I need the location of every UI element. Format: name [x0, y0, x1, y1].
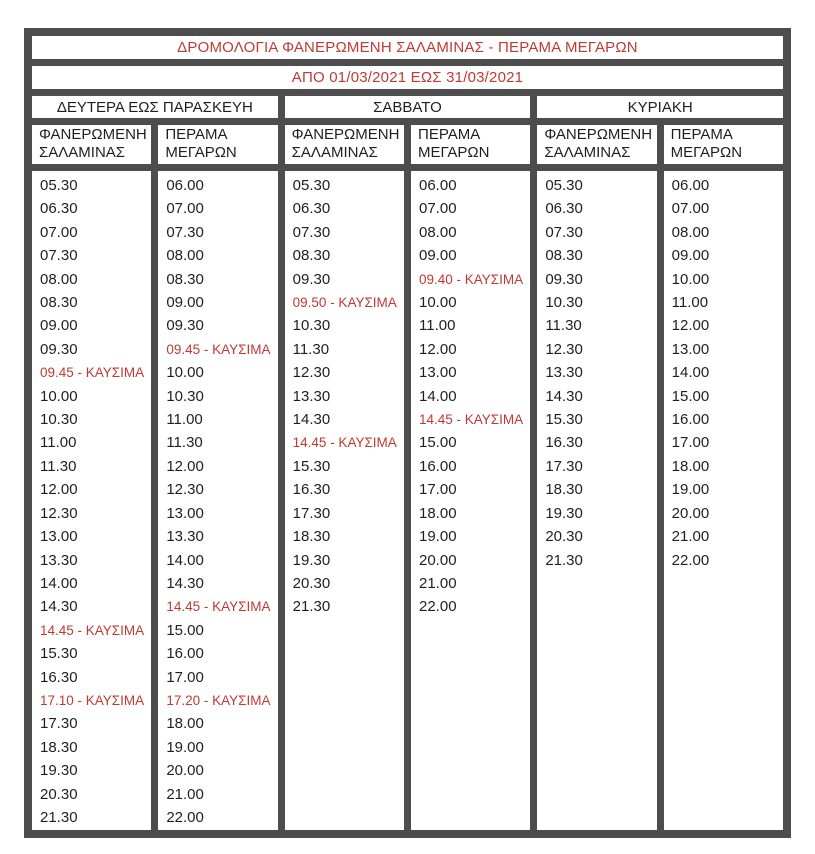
- time-entry: 13.30: [292, 387, 331, 405]
- time-entry: 19.00: [671, 481, 710, 499]
- time-entry: 07.00: [166, 200, 204, 218]
- saturday-perama-header: ΠΕΡΑΜΑ ΜΕΓΑΡΩΝ: [411, 125, 530, 164]
- time-entry: 12.00: [166, 457, 204, 475]
- time-entry: 15.00: [166, 621, 204, 639]
- fuel-time-entry: 09.45 - ΚΑΥΣΙΜΑ: [166, 341, 271, 357]
- time-entry: 09.30: [40, 340, 78, 358]
- time-entry: 12.30: [166, 481, 204, 499]
- time-entry: 13.30: [545, 364, 583, 382]
- time-entry: 17.30: [292, 504, 331, 522]
- fuel-time-entry: 09.45 - ΚΑΥΣΙΜΑ: [40, 365, 145, 381]
- time-entry: 19.00: [166, 738, 204, 756]
- time-entry: 18.00: [419, 504, 457, 522]
- time-entry: 08.00: [40, 270, 78, 288]
- time-entry: 10.00: [419, 294, 457, 312]
- time-entry: 11.30: [292, 340, 330, 358]
- time-entry: 10.00: [166, 364, 204, 382]
- time-entry: 22.00: [419, 598, 457, 616]
- time-entry: 07.00: [671, 200, 710, 218]
- time-entry: 17.30: [40, 715, 78, 733]
- time-entry: 09.00: [166, 294, 204, 312]
- time-entry: 14.00: [40, 574, 78, 592]
- fuel-time-entry: 17.10 - ΚΑΥΣΙΜΑ: [40, 692, 145, 708]
- time-entry: 08.30: [545, 247, 583, 265]
- time-entry: 14.30: [545, 387, 583, 405]
- time-entry: 07.30: [292, 223, 331, 241]
- time-entry: 21.00: [671, 528, 710, 546]
- saturday-perama-times: [411, 171, 530, 830]
- time-entry: 08.00: [671, 223, 710, 241]
- time-entry: 12.30: [40, 504, 78, 522]
- time-entry: 12.00: [40, 481, 78, 499]
- time-entry: 11.30: [166, 434, 203, 452]
- time-entry: 06.30: [40, 200, 78, 218]
- fuel-time-entry: 14.45 - ΚΑΥΣΙΜΑ: [166, 599, 271, 615]
- fuel-time-entry: 09.40 - ΚΑΥΣΙΜΑ: [419, 271, 524, 287]
- time-entry: 13.30: [166, 528, 204, 546]
- time-entry: 22.00: [166, 808, 204, 826]
- time-entry: 14.30: [292, 411, 331, 429]
- time-entry: 06.30: [545, 200, 583, 218]
- time-entry: 15.00: [419, 434, 457, 452]
- time-entry: 05.30: [545, 177, 583, 194]
- fuel-time-entry: 14.45 - ΚΑΥΣΙΜΑ: [419, 412, 524, 428]
- time-entry: 07.00: [40, 223, 78, 241]
- date-range: ΑΠΟ 01/03/2021 ΕΩΣ 31/03/2021: [32, 66, 783, 89]
- time-entry: 15.30: [292, 457, 331, 475]
- weekdays-perama-times: [158, 171, 277, 830]
- time-entry: 11.00: [419, 317, 456, 335]
- time-entry: 16.00: [419, 457, 457, 475]
- time-entry: 12.00: [419, 340, 457, 358]
- time-entry: 10.00: [40, 387, 78, 405]
- time-entry: 13.00: [166, 504, 204, 522]
- day-header-weekdays: ΔΕΥΤΕΡΑ ΕΩΣ ΠΑΡΑΣΚΕΥΗ: [32, 96, 278, 118]
- time-entry: 17.00: [166, 668, 204, 686]
- time-entry: 07.00: [419, 200, 457, 218]
- time-entry: 06.00: [671, 177, 710, 194]
- time-entry: 18.30: [292, 528, 331, 546]
- weekdays-faneromeni-header: ΦΑΝΕΡΩΜΕΝΗ ΣΑΛΑΜΙΝΑΣ: [32, 125, 151, 164]
- fuel-time-entry: 17.20 - ΚΑΥΣΙΜΑ: [166, 692, 271, 708]
- time-entry: 20.30: [40, 785, 78, 803]
- time-entry: 19.00: [419, 528, 457, 546]
- time-entry: 17.00: [671, 434, 710, 452]
- time-entry: 14.30: [166, 574, 204, 592]
- sunday-perama-times: [664, 171, 783, 830]
- time-entry: 14.00: [166, 551, 204, 569]
- time-entry: 06.30: [292, 200, 331, 218]
- sunday-perama-header: ΠΕΡΑΜΑ ΜΕΓΑΡΩΝ: [664, 125, 783, 164]
- time-entry: 18.00: [671, 457, 710, 475]
- time-entry: 08.00: [166, 247, 204, 265]
- time-entry: 20.00: [419, 551, 457, 569]
- time-entry: 13.00: [671, 340, 710, 358]
- time-entry: 14.30: [40, 598, 78, 616]
- time-entry: 06.00: [419, 177, 457, 194]
- time-entry: 05.30: [40, 177, 78, 194]
- saturday-faneromeni-header: ΦΑΝΕΡΩΜΕΝΗ ΣΑΛΑΜΙΝΑΣ: [285, 125, 404, 164]
- time-entry: 11.30: [545, 317, 582, 335]
- time-entry: 12.30: [292, 364, 331, 382]
- time-entry: 20.00: [671, 504, 710, 522]
- time-entry: 07.30: [166, 223, 204, 241]
- time-entry: 11.30: [40, 457, 77, 475]
- day-header-saturday: ΣΑΒΒΑΤΟ: [285, 96, 531, 118]
- time-entry: 09.30: [545, 270, 583, 288]
- time-entry: 19.30: [545, 504, 583, 522]
- time-entry: 11.00: [671, 294, 709, 312]
- time-entry: 21.00: [419, 574, 457, 592]
- day-header-sunday: ΚΥΡΙΑΚΗ: [537, 96, 783, 118]
- time-entry: 12.30: [545, 340, 583, 358]
- fuel-time-entry: 14.45 - ΚΑΥΣΙΜΑ: [292, 435, 397, 451]
- time-entry: 08.30: [40, 294, 78, 312]
- time-entry: 07.30: [545, 223, 583, 241]
- fuel-time-entry: 09.50 - ΚΑΥΣΙΜΑ: [292, 295, 397, 311]
- saturday-faneromeni-times: [285, 171, 404, 830]
- time-entry: 15.00: [671, 387, 710, 405]
- time-entry: 09.00: [671, 247, 710, 265]
- sunday-faneromeni-times: [537, 171, 656, 830]
- time-entry: 16.30: [40, 668, 78, 686]
- time-entry: 10.30: [292, 317, 331, 335]
- time-entry: 19.30: [292, 551, 331, 569]
- time-entry: 13.00: [419, 364, 457, 382]
- time-entry: 10.30: [166, 387, 204, 405]
- time-entry: 10.30: [545, 294, 583, 312]
- time-entry: 19.30: [40, 762, 78, 780]
- timetable-grid: [24, 28, 791, 838]
- time-entry: 21.30: [545, 551, 583, 569]
- time-entry: 21.00: [166, 785, 204, 803]
- time-entry: 21.30: [40, 808, 78, 826]
- time-entry: 16.00: [671, 411, 710, 429]
- time-entry: 10.30: [40, 411, 78, 429]
- time-entry: 09.00: [40, 317, 78, 335]
- time-entry: 16.30: [292, 481, 331, 499]
- time-entry: 09.30: [166, 317, 204, 335]
- time-entry: 18.30: [545, 481, 583, 499]
- time-entry: 11.00: [166, 411, 203, 429]
- time-entry: 17.30: [545, 457, 583, 475]
- time-entry: 10.00: [671, 270, 710, 288]
- time-entry: 16.30: [545, 434, 583, 452]
- time-entry: 05.30: [292, 177, 331, 194]
- time-entry: 09.30: [292, 270, 331, 288]
- time-entry: 11.00: [40, 434, 77, 452]
- time-entry: 18.00: [166, 715, 204, 733]
- time-entry: 09.00: [419, 247, 457, 265]
- time-entry: 15.30: [545, 411, 583, 429]
- sunday-faneromeni-header: ΦΑΝΕΡΩΜΕΝΗ ΣΑΛΑΜΙΝΑΣ: [537, 125, 656, 164]
- weekdays-faneromeni-times: [32, 171, 151, 830]
- page-title: ΔΡΟΜΟΛΟΓΙΑ ΦΑΝΕΡΩΜΕΝΗ ΣΑΛΑΜΙΝΑΣ - ΠΕΡΑΜΑ ΜΕΓΑΡΩΝ: [32, 36, 783, 59]
- weekdays-perama-header: ΠΕΡΑΜΑ ΜΕΓΑΡΩΝ: [158, 125, 277, 164]
- fuel-time-entry: 14.45 - ΚΑΥΣΙΜΑ: [40, 622, 145, 638]
- time-entry: 08.30: [166, 270, 204, 288]
- time-entry: 21.30: [292, 598, 331, 616]
- time-entry: 06.00: [166, 177, 204, 194]
- time-entry: 15.30: [40, 645, 78, 663]
- time-entry: 12.00: [671, 317, 710, 335]
- time-entry: 20.30: [545, 528, 583, 546]
- time-entry: 17.00: [419, 481, 457, 499]
- time-entry: 13.30: [40, 551, 78, 569]
- time-entry: 08.30: [292, 247, 331, 265]
- time-entry: 18.30: [40, 738, 78, 756]
- time-entry: 14.00: [671, 364, 710, 382]
- time-entry: 20.00: [166, 762, 204, 780]
- time-entry: 16.00: [166, 645, 204, 663]
- time-entry: 14.00: [419, 387, 457, 405]
- time-entry: 20.30: [292, 574, 331, 592]
- time-entry: 13.00: [40, 528, 78, 546]
- time-entry: 22.00: [671, 551, 710, 569]
- time-entry: 08.00: [419, 223, 457, 241]
- time-entry: 07.30: [40, 247, 78, 265]
